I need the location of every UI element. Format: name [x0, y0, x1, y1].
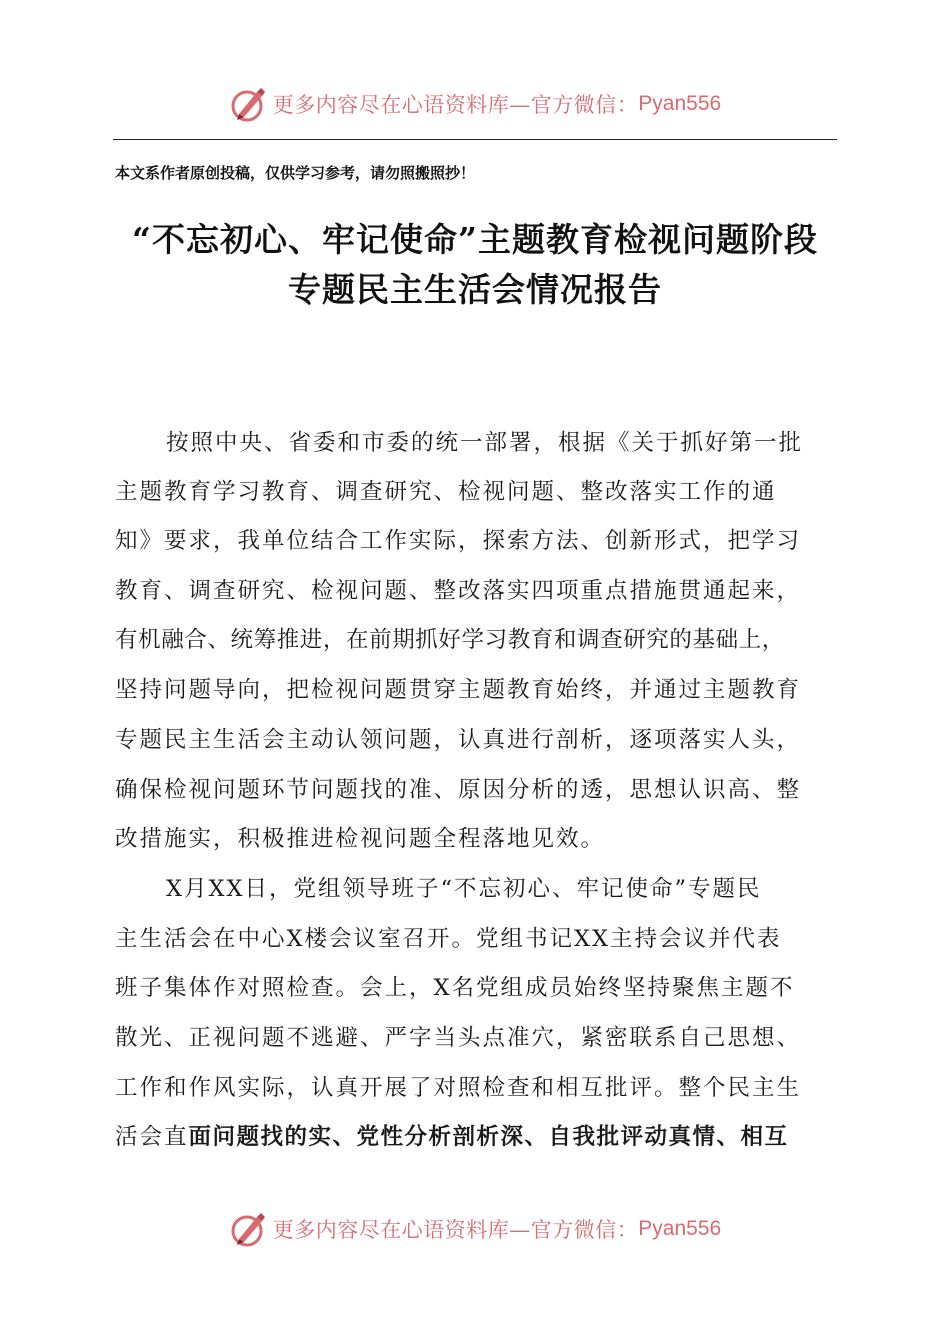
pen-logo-icon — [229, 1209, 269, 1249]
body-line-3: 知》要求，我单位结合工作实际，探索方法、创新形式，把学习 — [115, 528, 802, 554]
body-line-6: 坚持问题导向，把检视问题贯穿主题教育始终，并通过主题教育 — [115, 677, 802, 703]
body-line-5: 有机融合、统筹推进，在前期抓好学习教育和调查研究的基础上， — [115, 627, 785, 653]
banner-wechat-id: Pyan556 — [638, 92, 722, 115]
footer-banner — [0, 1207, 950, 1251]
body-line-15-head: 活会直 — [115, 1124, 189, 1150]
body-line-13: 散光、正视问题不逃避、严字当头点准穴，紧密联系自己思想、 — [115, 1025, 802, 1051]
body-line-14: 工作和作风实际，认真开展了对照检查和相互批评。整个民主生 — [115, 1075, 802, 1101]
banner-text: 更多内容尽在心语资料库—官方微信： — [272, 93, 639, 117]
copyright-note: 本文系作者原创投稿，仅供学习参考，请勿照搬照抄！ — [115, 164, 476, 182]
header-banner — [0, 82, 950, 126]
body-line-2: 主题教育学习教育、调查研究、检视问题、整改落实工作的通 — [115, 479, 777, 505]
body-line-12: 班子集体作对照检查。会上，X名党组成员始终坚持聚焦主题不 — [115, 975, 795, 1001]
body-line-4: 教育、调查研究、检视问题、整改落实四项重点措施贯通起来， — [115, 578, 802, 604]
footer-banner-text: 更多内容尽在心语资料库—官方微信： — [272, 1218, 639, 1242]
body-line-15 — [115, 1119, 789, 1151]
document-title-line-1: “不忘初心、牢记使命”主题教育检视问题阶段 — [132, 220, 818, 259]
body-line-9: 改措施实，积极推进检视问题全程落地见效。 — [115, 826, 606, 852]
body-line-15-tail: 面问题找的实、党性分析剖析深、自我批评动真情、相互 — [188, 1124, 789, 1150]
body-line-10: X月XX日，党组领导班子“不忘初心、牢记使命”专题民 — [166, 876, 762, 902]
body-line-8: 确保检视问题环节问题找的准、原因分析的透，思想认识高、整 — [115, 777, 802, 803]
document-title-line-2: 专题民主生活会情况报告 — [288, 270, 662, 309]
body-line-7: 专题民主生活会主动认领问题，认真进行剖析，逐项落实人头， — [115, 727, 802, 753]
body-line-1: 按照中央、省委和市委的统一部署，根据《关于抓好第一批 — [166, 430, 804, 456]
header-divider — [113, 139, 837, 140]
pen-logo-icon — [229, 84, 269, 124]
body-line-11: 主生活会在中心X楼会议室召开。党组书记XX主持会议并代表 — [115, 926, 782, 952]
footer-wechat-id: Pyan556 — [638, 1217, 722, 1240]
